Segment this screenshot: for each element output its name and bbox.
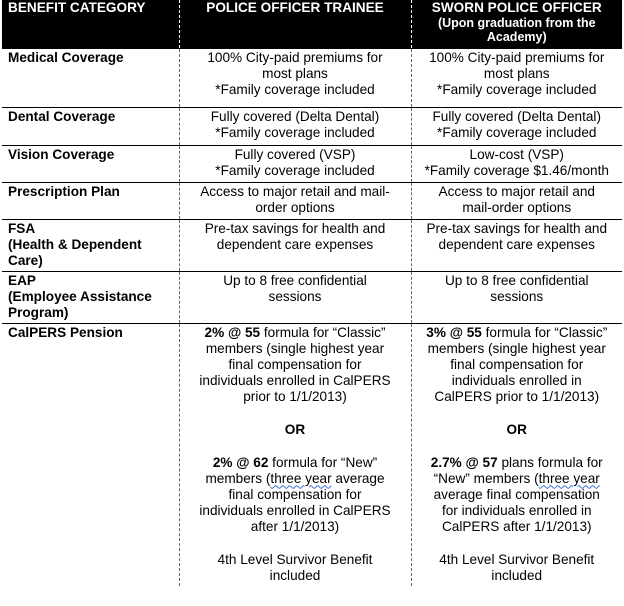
table-row-fsa (2, 219, 622, 271)
sworn-medical: 100% City-paid premiums for most plans *Family coverage included (411, 48, 622, 107)
category-medical: Medical Coverage (2, 48, 179, 107)
trainee-dental: Fully covered (Delta Dental) *Family coverage included (179, 107, 411, 145)
table-row-vision (2, 145, 622, 182)
trainee-prescription: Access to major retail and mail- order options (179, 182, 411, 219)
table-row-eap (2, 271, 622, 323)
category-prescription: Prescription Plan (2, 182, 179, 219)
sworn-or-label: OR (506, 421, 527, 437)
header-row (2, 0, 622, 48)
table-row-medical (2, 48, 622, 107)
category-pension: CalPERS Pension (8, 324, 123, 340)
trainee-or-label: OR (284, 421, 306, 437)
sworn-vision: Low-cost (VSP) *Family coverage $1.46/month (411, 145, 622, 182)
category-fsa: FSA (Health & Dependent Care) (2, 219, 179, 271)
trainee-vision: Fully covered (VSP) *Family coverage included (179, 145, 411, 182)
category-dental: Dental Coverage (2, 107, 179, 145)
sworn-fsa: Pre-tax savings for health and dependent care expenses (411, 219, 622, 271)
sworn-dental: Fully covered (Delta Dental) *Family coverage included (411, 107, 622, 145)
header-police-officer-trainee: POLICE OFFICER TRAINEE (179, 0, 411, 48)
sworn-prescription: Access to major retail and mail-order options (411, 182, 622, 219)
header-benefit-category: BENEFIT CATEGORY (2, 0, 179, 48)
trainee-pension: 2% @ 55 formula for “Classic” members (single highest year final compensation for individuals enrolled in CalPERS prior to 1/1/2013) OR 2% @ 62 formula for “New” members (three year average final compensation for individuals enrolled in CalPERS after 1/1/2013) 4th Level Survivor Benefit included (179, 323, 411, 586)
benefits-table (2, 0, 622, 586)
trainee-fsa: Pre-tax savings for health and dependent care expenses (179, 219, 411, 271)
sworn-pension: 3% @ 55 formula for “Classic” members (single highest year final compensation for individuals enrolled in CalPERS prior to 1/1/2013) OR 2.7% @ 57 plans formula for “New” members (three year average final compensation for individuals enrolled in CalPERS after 1/1/2013) 4th Level Survivor Benefit included (411, 323, 622, 586)
table-row-pension (2, 323, 622, 586)
trainee-medical: 100% City-paid premiums for most plans *Family coverage included (179, 48, 411, 107)
table-row-prescription (2, 182, 622, 219)
category-eap: EAP (Employee Assistance Program) (2, 271, 179, 323)
category-vision: Vision Coverage (2, 145, 179, 182)
table-row-dental (2, 107, 622, 145)
sworn-eap: Up to 8 free confidential sessions (411, 271, 622, 323)
trainee-eap: Up to 8 free confidential sessions (179, 271, 411, 323)
header-sworn-police-officer: SWORN POLICE OFFICER (Upon graduation from the Academy) (411, 0, 622, 48)
